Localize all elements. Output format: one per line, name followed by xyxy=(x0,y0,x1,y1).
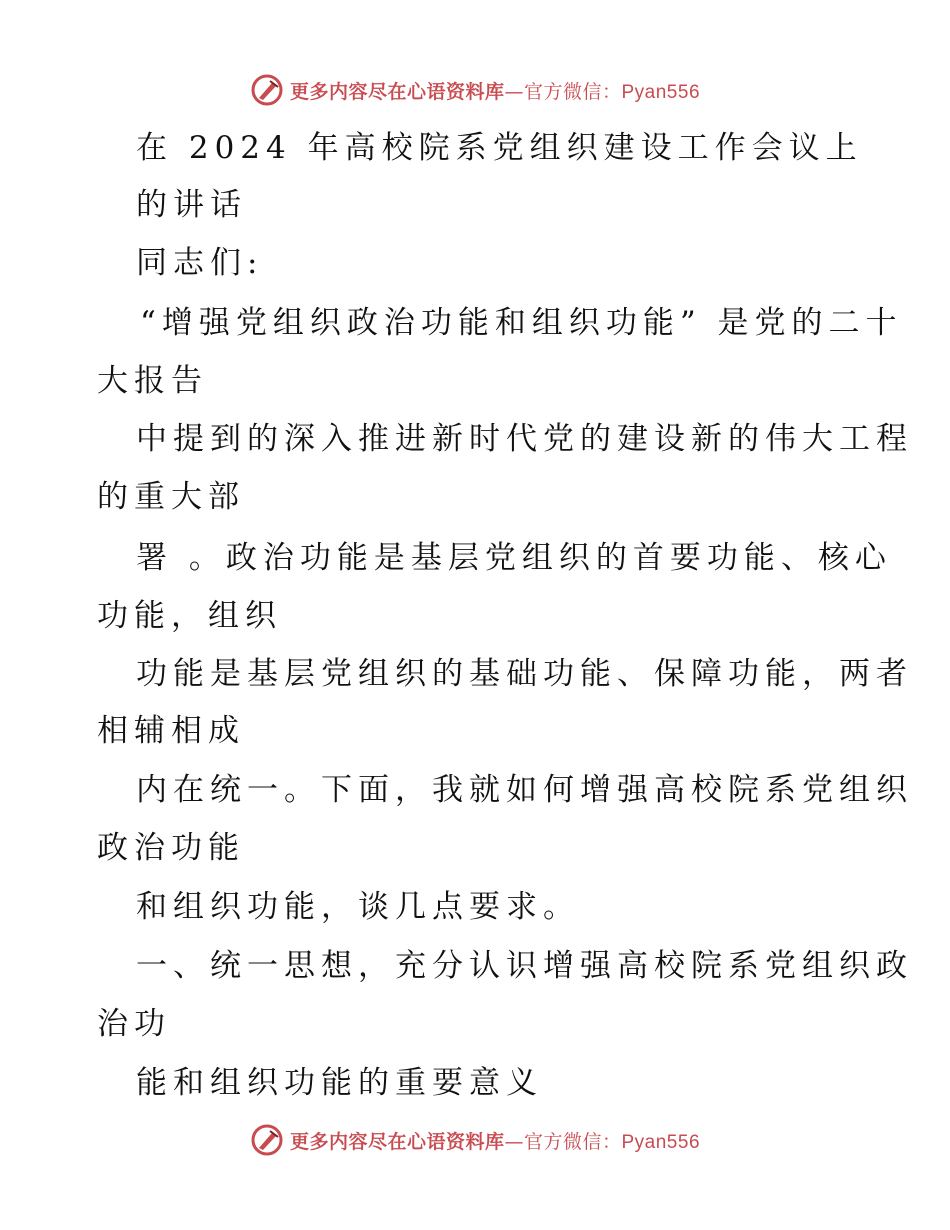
watermark-text xyxy=(290,77,700,104)
watermark-official-label: 官方微信： xyxy=(523,1130,622,1153)
doc-line: 功能是基层党组织的基础功能、保障功能，两者 xyxy=(136,656,913,692)
watermark-text xyxy=(290,1127,700,1154)
watermark-dash: — xyxy=(504,1130,524,1153)
doc-line: 内在统一。下面，我就如何增强高校院系党组织 xyxy=(136,772,913,808)
header-watermark xyxy=(0,70,950,110)
doc-line: 和组织功能，谈几点要求。 xyxy=(136,889,580,925)
doc-line: 大报告 xyxy=(97,363,208,399)
watermark-wechat-id: Pyan556 xyxy=(621,1131,701,1153)
watermark-official-label: 官方微信： xyxy=(523,80,622,103)
doc-salutation: 同志们: xyxy=(136,245,264,281)
doc-section-heading: 一、统一思想，充分认识增强高校院系党组织政 xyxy=(136,948,913,984)
watermark-brand: 更多内容尽在心语资料库 xyxy=(289,80,505,103)
doc-section-heading: 能和组织功能的重要意义 xyxy=(136,1065,543,1101)
pen-seal-icon xyxy=(250,73,284,107)
doc-line: “增强党组织政治功能和组织功能” 是党的二十 xyxy=(140,305,903,341)
doc-line: 署 。政治功能是基层党组织的首要功能、核心 xyxy=(136,540,892,576)
doc-line: 政治功能 xyxy=(97,830,245,866)
doc-title-line-1: 在 2024 年高校院系党组织建设工作会议上 xyxy=(136,130,863,166)
doc-line: 的重大部 xyxy=(97,479,245,515)
footer-watermark xyxy=(0,1120,950,1160)
doc-line: 中提到的深入推进新时代党的建设新的伟大工程 xyxy=(136,421,913,457)
doc-title-line-2: 的讲话 xyxy=(136,187,247,223)
watermark-brand: 更多内容尽在心语资料库 xyxy=(289,1130,505,1153)
watermark-wechat-id: Pyan556 xyxy=(621,81,701,103)
watermark-dash: — xyxy=(504,80,524,103)
doc-line: 功能，组织 xyxy=(97,598,282,634)
pen-seal-icon xyxy=(250,1123,284,1157)
doc-line: 相辅相成 xyxy=(97,713,245,749)
doc-section-heading: 治功 xyxy=(97,1006,171,1042)
